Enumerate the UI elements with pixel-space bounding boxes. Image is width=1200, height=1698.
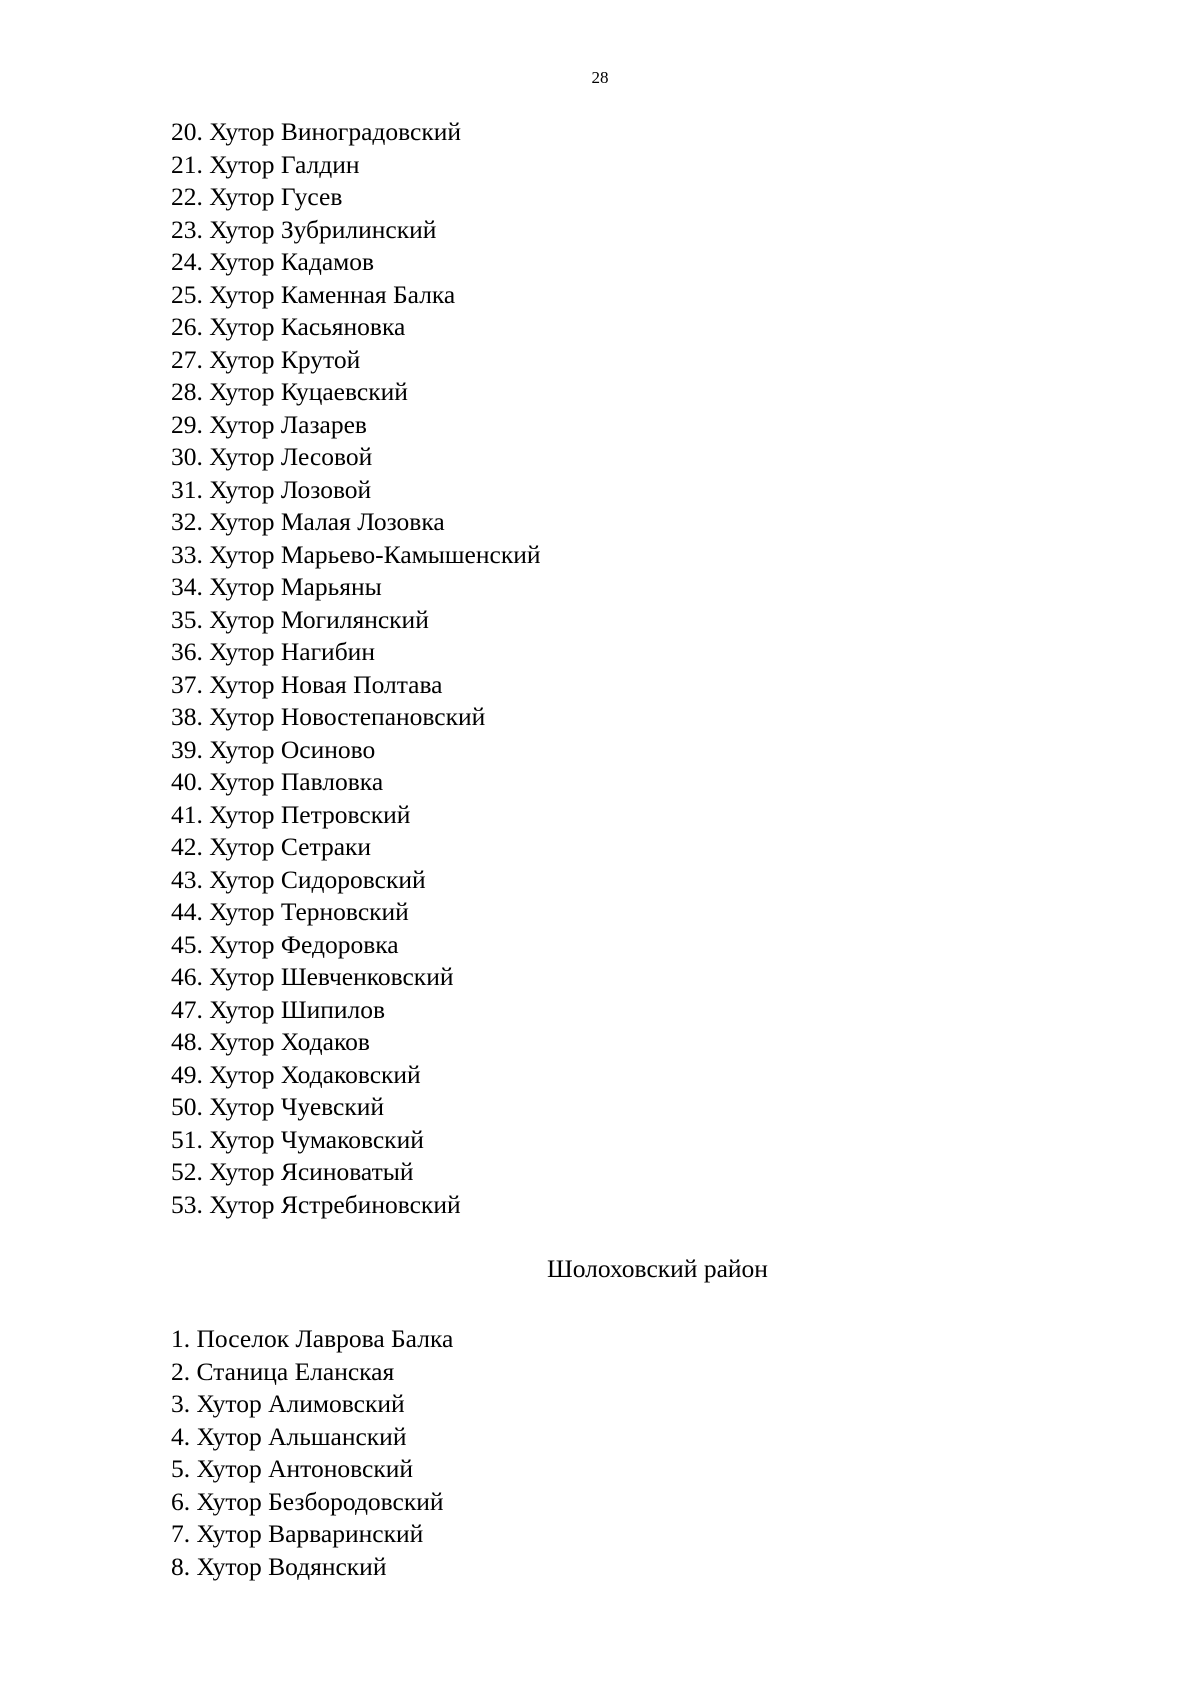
list-item: 28. Хутор Куцаевский <box>171 377 408 406</box>
list-item: 6. Хутор Безбородовский <box>171 1486 444 1516</box>
list-item: 42. Хутор Сетраки <box>171 832 372 861</box>
district-heading: Шолоховский район <box>547 1254 768 1283</box>
list-item: 3. Хутор Алимовский <box>171 1389 405 1418</box>
list-item: 8. Хутор Водянский <box>171 1551 387 1581</box>
list-item: 29. Хутор Лазарев <box>171 409 367 439</box>
list-item: 46. Хутор Шевченковский <box>171 962 454 991</box>
list-item: 48. Хутор Ходаков <box>171 1027 370 1056</box>
settlement-list-continued <box>171 116 541 1221</box>
list-item: 7. Хутор Варваринский <box>171 1519 424 1548</box>
list-item: 34. Хутор Марьяны <box>171 572 382 601</box>
list-item: 38. Хутор Новостепановский <box>171 702 486 731</box>
list-item: 39. Хутор Осиново <box>171 734 376 764</box>
list-item: 5. Хутор Антоновский <box>171 1454 414 1483</box>
list-item: 25. Хутор Каменная Балка <box>171 279 456 309</box>
list-item: 30. Хутор Лесовой <box>171 442 373 471</box>
list-item: 47. Хутор Шипилов <box>171 994 386 1024</box>
list-item: 35. Хутор Могилянский <box>171 604 429 634</box>
list-item: 27. Хутор Крутой <box>171 344 361 374</box>
list-item: 4. Хутор Альшанский <box>171 1421 407 1451</box>
list-item: 52. Хутор Ясиноватый <box>171 1157 414 1186</box>
list-item: 31. Хутор Лозовой <box>171 474 372 504</box>
list-item: 49. Хутор Ходаковский <box>171 1059 421 1089</box>
list-item: 21. Хутор Галдин <box>171 149 360 179</box>
list-item: 24. Хутор Кадамов <box>171 247 375 276</box>
page-number: 28 <box>591 68 609 87</box>
list-item: 26. Хутор Касьяновка <box>171 312 406 341</box>
list-item: 22. Хутор Гусев <box>171 182 343 211</box>
list-item: 41. Хутор Петровский <box>171 799 411 829</box>
list-item: 53. Хутор Ястребиновский <box>171 1189 461 1219</box>
list-item: 40. Хутор Павловка <box>171 767 384 796</box>
list-item: 45. Хутор Федоровка <box>171 929 399 959</box>
list-item: 43. Хутор Сидоровский <box>171 864 426 894</box>
settlement-list-district <box>171 1323 453 1583</box>
list-item: 50. Хутор Чуевский <box>171 1092 385 1121</box>
list-item: 2. Станица Еланская <box>171 1356 395 1386</box>
list-item: 44. Хутор Терновский <box>171 897 409 926</box>
list-item: 32. Хутор Малая Лозовка <box>171 507 445 536</box>
list-item: 33. Хутор Марьево-Камышенский <box>171 539 541 569</box>
list-item: 23. Хутор Зубрилинский <box>171 214 437 244</box>
list-item: 1. Поселок Лаврова Балка <box>171 1324 454 1353</box>
list-item: 20. Хутор Виноградовский <box>171 117 462 146</box>
list-item: 37. Хутор Новая Полтава <box>171 669 443 699</box>
list-item: 51. Хутор Чумаковский <box>171 1124 424 1154</box>
list-item: 36. Хутор Нагибин <box>171 637 375 666</box>
